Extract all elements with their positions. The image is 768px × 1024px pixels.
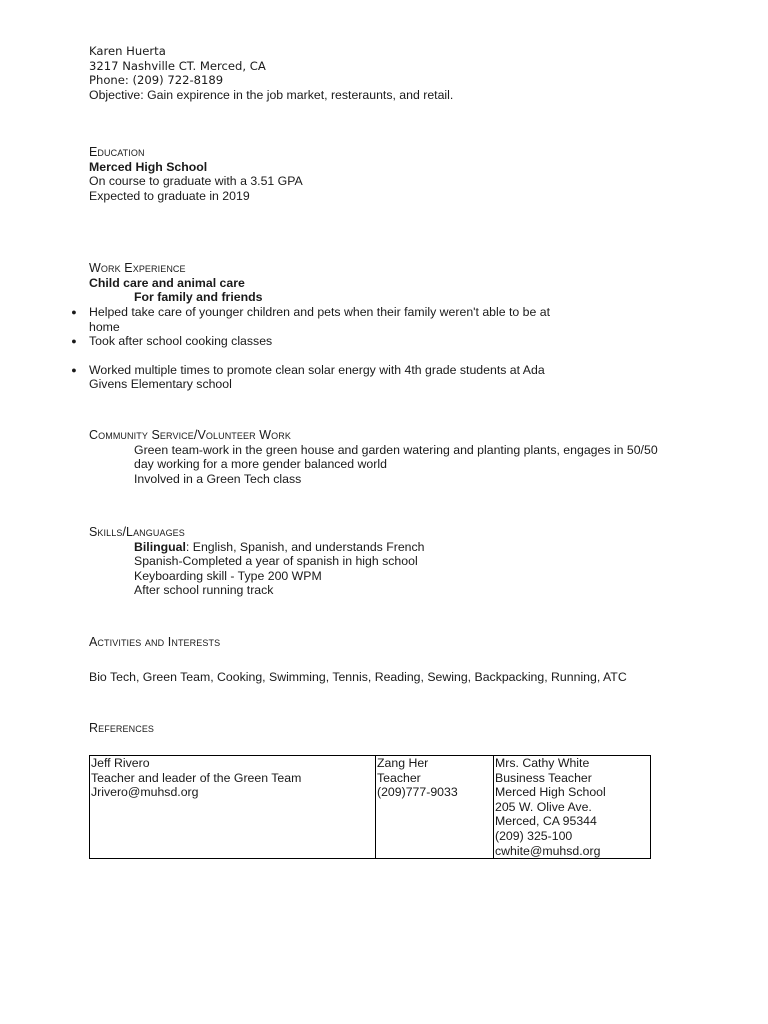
skills-line-3: After school running track bbox=[134, 583, 274, 598]
applicant-address: 3217 Nashville CT. Merced, CA bbox=[89, 58, 266, 73]
work-heading: Work Experience bbox=[89, 261, 186, 275]
community-line-2: day working for a more gender balanced world bbox=[134, 457, 387, 472]
work-bullet-list bbox=[0, 305, 768, 392]
work-bullet-text: Worked multiple times to promote clean solar energy with 4th grade students at Ada bbox=[89, 362, 545, 377]
reference-2-name: Zang Her bbox=[377, 756, 429, 770]
list-spacer bbox=[89, 349, 768, 363]
school-name: Merced High School bbox=[89, 159, 208, 174]
skills-section bbox=[89, 525, 708, 598]
list-item bbox=[71, 305, 768, 320]
list-item bbox=[71, 334, 768, 349]
job-employer: For family and friends bbox=[134, 290, 263, 305]
applicant-phone: Phone: (209) 722-8189 bbox=[89, 73, 224, 88]
reference-3-school: Merced High School bbox=[495, 785, 606, 800]
education-section bbox=[89, 145, 708, 203]
community-heading: Community Service/Volunteer Work bbox=[89, 428, 291, 442]
skills-line-1: Spanish-Completed a year of spanish in high school bbox=[134, 554, 418, 569]
education-line-1: On course to graduate with a 3.51 GPA bbox=[89, 174, 303, 189]
reference-2-phone: (209)777-9033 bbox=[377, 785, 458, 800]
reference-2-role: Teacher bbox=[377, 770, 421, 785]
reference-cell-2 bbox=[376, 756, 494, 859]
work-bullet-text: home bbox=[89, 319, 120, 334]
community-section bbox=[89, 428, 708, 486]
applicant-name: Karen Huerta bbox=[89, 44, 166, 58]
references-heading: References bbox=[89, 721, 155, 735]
work-section bbox=[89, 261, 708, 305]
activities-section bbox=[89, 635, 708, 650]
reference-1-role: Teacher and leader of the Green Team bbox=[91, 770, 302, 785]
reference-3-name: Mrs. Cathy White bbox=[495, 756, 590, 770]
skills-bilingual-line bbox=[89, 540, 708, 555]
work-bullet-text: Givens Elementary school bbox=[89, 377, 232, 392]
activities-body bbox=[89, 670, 708, 685]
objective-line: Objective: Gain expirence in the job market, resteraunts, and retail. bbox=[89, 87, 454, 102]
reference-1-email: Jrivero@muhsd.org bbox=[91, 785, 199, 800]
work-bullet-text: Took after school cooking classes bbox=[89, 334, 273, 349]
reference-cell-3 bbox=[494, 756, 651, 859]
reference-3-email: cwhite@muhsd.org bbox=[495, 843, 601, 858]
activities-heading: Activities and Interests bbox=[89, 635, 221, 649]
contact-header bbox=[89, 44, 708, 102]
bullet-icon: ● bbox=[71, 336, 77, 347]
reference-3-street: 205 W. Olive Ave. bbox=[495, 799, 592, 814]
skills-heading: Skills/Languages bbox=[89, 525, 185, 539]
work-bullet-text: Helped take care of younger children and pets when their family weren't able to be at bbox=[89, 305, 551, 319]
skills-line-2: Keyboarding skill - Type 200 WPM bbox=[134, 568, 322, 583]
list-item bbox=[71, 362, 768, 378]
activities-text: Bio Tech, Green Team, Cooking, Swimming, Tennis, Reading, Sewing, Backpacking, Running, ATC bbox=[89, 670, 627, 684]
reference-cell-1 bbox=[90, 756, 376, 859]
reference-3-role: Business Teacher bbox=[495, 770, 592, 785]
community-line-3: Involved in a Green Tech class bbox=[134, 471, 302, 486]
list-item-continuation bbox=[89, 377, 768, 392]
reference-1-name: Jeff Rivero bbox=[91, 756, 150, 770]
reference-3-city: Merced, CA 95344 bbox=[495, 814, 597, 829]
education-line-2: Expected to graduate in 2019 bbox=[89, 188, 250, 203]
references-section bbox=[89, 721, 708, 736]
bilingual-label: Bilingual bbox=[134, 539, 186, 554]
reference-3-phone: (209) 325-100 bbox=[495, 828, 573, 843]
bilingual-text: : English, Spanish, and understands French bbox=[185, 539, 425, 554]
list-item-continuation bbox=[89, 320, 768, 335]
education-heading: Education bbox=[89, 145, 145, 159]
job-title: Child care and animal care bbox=[89, 275, 245, 290]
community-line-1: Green team-work in the green house and garden watering and planting plants, engages in 50/50 bbox=[134, 442, 658, 457]
table-row bbox=[90, 756, 651, 859]
bullet-icon: ● bbox=[71, 364, 77, 375]
bullet-icon: ● bbox=[71, 307, 77, 317]
references-table bbox=[89, 755, 651, 859]
